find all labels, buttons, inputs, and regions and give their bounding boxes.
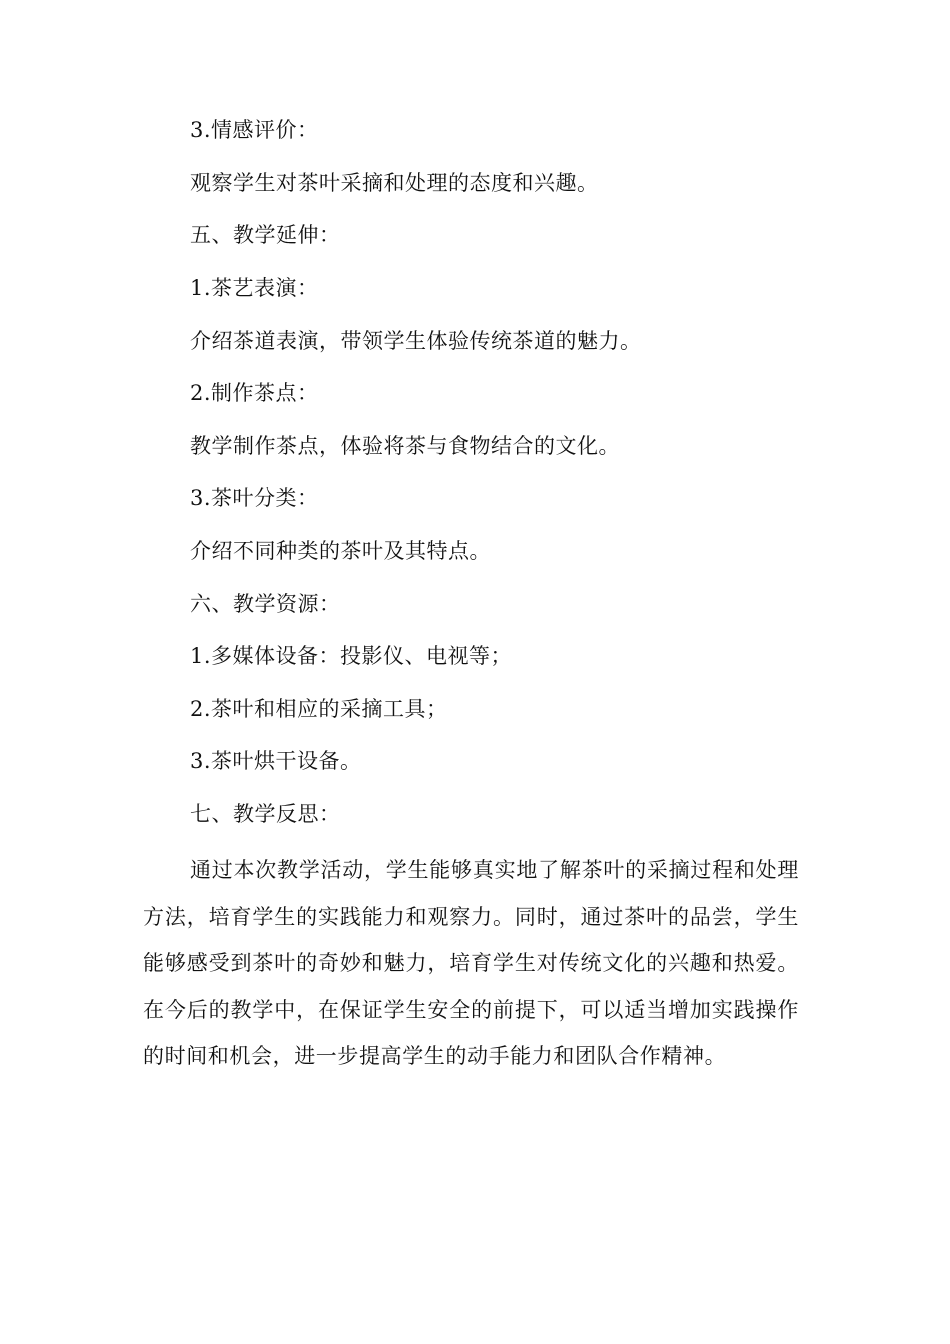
text-line: 教学制作茶点，体验将茶与食物结合的文化。 xyxy=(190,434,620,458)
subheading-tea-classification: 3.茶叶分类： xyxy=(190,486,319,510)
resource-item: 2.茶叶和相应的采摘工具； xyxy=(190,697,448,721)
text-line: 介绍茶道表演，带领学生体验传统茶道的魅力。 xyxy=(190,329,642,353)
subheading-tea-snacks: 2.制作茶点： xyxy=(190,381,319,405)
text-line: 介绍不同种类的茶叶及其特点。 xyxy=(190,539,491,563)
resource-item: 1.多媒体设备：投影仪、电视等； xyxy=(190,644,513,668)
section-heading-teaching-reflection: 七、教学反思： xyxy=(190,802,341,826)
text-line: 观察学生对茶叶采摘和处理的态度和兴趣。 xyxy=(190,171,599,195)
subheading-tea-art: 1.茶艺表演： xyxy=(190,276,319,300)
subheading-emotional-evaluation: 3.情感评价： xyxy=(190,118,319,142)
section-heading-teaching-resources: 六、教学资源： xyxy=(190,592,341,616)
section-heading-teaching-extension: 五、教学延伸： xyxy=(190,223,341,247)
reflection-paragraph: 通过本次教学活动，学生能够真实地了解茶叶的采摘过程和处理方法，培育学生的实践能力和观察力。同时，通过茶叶的品尝，学生能够感受到茶叶的奇妙和魅力，培育学生对传统文化的兴趣和热爱。在今后的教学中，在保证学生安全的前提下，可以适当增加实践操作的时间和机会，进一步提高学生的动手能力和团队合作精神。 xyxy=(143,858,799,1068)
resource-item: 3.茶叶烘干设备。 xyxy=(190,749,362,773)
